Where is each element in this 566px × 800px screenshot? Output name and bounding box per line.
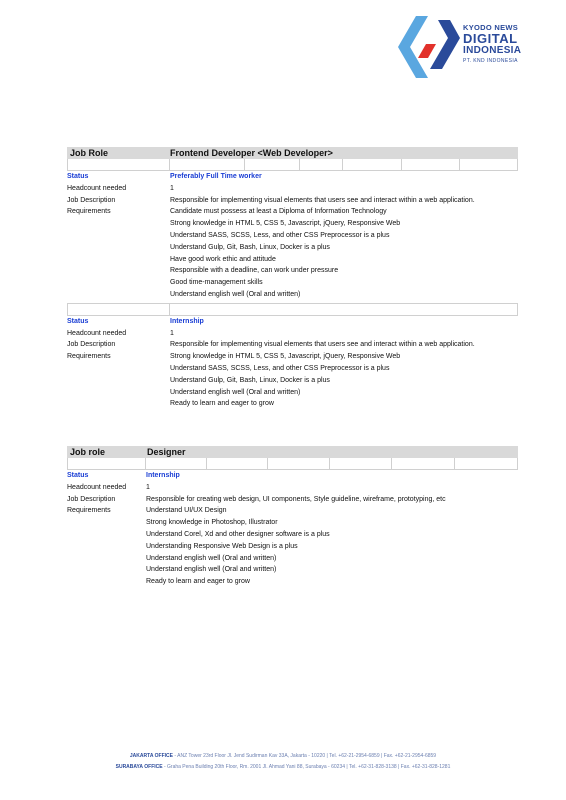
footer-surabaya-label: SURABAYA OFFICE <box>115 764 163 770</box>
headcount-row <box>67 183 518 195</box>
requirement-row <box>67 564 518 576</box>
status-label: Status <box>67 317 89 325</box>
requirement-item: Strong knowledge in Photoshop, Illustrator <box>146 519 278 527</box>
requirement-row <box>67 398 518 410</box>
footer-address-jakarta <box>0 753 566 759</box>
jobdesc-label: Job Description <box>67 196 116 204</box>
requirement-row <box>67 277 518 289</box>
logo-center-accent <box>418 44 436 58</box>
footer-jakarta-label: JAKARTA OFFICE <box>129 753 173 759</box>
frontend-separator-row <box>67 303 518 316</box>
status-row <box>67 316 518 328</box>
status-row <box>67 171 518 183</box>
frontend-grid-row <box>67 159 518 171</box>
jobdesc-value: Responsible for implementing visual elements that users see and interact within a web application. <box>170 341 475 349</box>
headcount-value: 1 <box>170 184 174 192</box>
requirement-row <box>67 206 518 218</box>
requirements-label: Requirements <box>67 208 111 216</box>
requirement-item: Understand Gulp, Git, Bash, Linux, Docker is a plus <box>170 376 330 384</box>
designer-grid-row <box>67 458 518 470</box>
designer-header-label: Job role <box>70 447 106 457</box>
jobdesc-value: Responsible for creating web design, UI components, Style guideline, wireframe, prototyping, etc <box>146 495 446 503</box>
requirements-label: Requirements <box>67 507 111 515</box>
status-label: Status <box>67 472 89 479</box>
requirement-item: Responsible with a deadline, can work under pressure <box>170 267 339 275</box>
requirement-row <box>67 289 518 301</box>
requirement-row <box>67 242 518 254</box>
requirement-row <box>67 375 518 387</box>
status-value: Internship <box>170 317 204 325</box>
frontend-header-title: Frontend Developer <Web Developer> <box>170 148 333 158</box>
requirement-row <box>67 553 518 565</box>
requirement-item: Understand Corel, Xd and other designer software is a plus <box>146 530 330 538</box>
designer-header <box>67 446 518 458</box>
requirement-row <box>67 505 518 517</box>
frontend-block-internship <box>67 316 518 410</box>
requirement-item: Understand UI/UX Design <box>146 507 227 515</box>
headcount-label: Headcount needed <box>67 184 127 192</box>
frontend-block-fulltime <box>67 171 518 301</box>
status-value: Preferably Full Time worker <box>170 173 262 180</box>
company-logo <box>398 14 548 84</box>
headcount-row <box>67 328 518 340</box>
headcount-row <box>67 482 518 494</box>
requirement-row <box>67 351 518 363</box>
designer-header-title: Designer <box>147 447 186 457</box>
headcount-value: 1 <box>170 329 174 337</box>
headcount-value: 1 <box>146 483 150 491</box>
requirement-item: Understand english well (Oral and written) <box>170 388 301 396</box>
designer-block-internship <box>67 470 518 588</box>
logo-left-chevron <box>398 16 428 78</box>
requirement-item: Candidate must possess at least a Diploma of Information Technology <box>170 208 387 216</box>
requirement-row <box>67 363 518 375</box>
requirement-item: Have good work ethic and attitude <box>170 255 276 263</box>
footer-address-surabaya <box>0 764 566 770</box>
frontend-header <box>67 147 518 159</box>
logo-line1: KYODO NEWS <box>463 23 519 32</box>
jobdesc-label: Job Description <box>67 495 116 503</box>
jobdesc-row <box>67 339 518 351</box>
requirement-row <box>67 517 518 529</box>
footer-surabaya-text: - Graha Pena Building 20th Floor, Rm. 2001 Jl. Ahmad Yani 88, Surabaya - 60234 | Tel. +62-31-828-3138 | Fax. +62-31-828-1281 <box>162 764 451 770</box>
footer-jakarta-text: - ANZ Tower 23rd Floor Jl. Jend Sudirman Kav 33A, Jakarta - 10220 | Tel. +62-21-2954-6859 | Fax. +62-21-2954-6859 <box>172 753 437 759</box>
headcount-label: Headcount needed <box>67 329 127 337</box>
jobdesc-label: Job Description <box>67 341 116 349</box>
headcount-label: Headcount needed <box>67 483 127 491</box>
requirement-row <box>67 230 518 242</box>
requirement-item: Understand Gulp, Git, Bash, Linux, Docker is a plus <box>170 243 330 251</box>
requirement-row <box>67 576 518 588</box>
requirements-label: Requirements <box>67 353 111 361</box>
requirement-item: Understanding Responsive Web Design is a plus <box>146 542 298 550</box>
requirement-item: Ready to learn and eager to grow <box>170 400 274 408</box>
status-row <box>67 470 518 482</box>
logo-mark-icon <box>398 14 460 84</box>
frontend-header-label: Job Role <box>70 148 109 158</box>
logo-line4: PT. KND INDONESIA <box>463 58 518 64</box>
logo-line3: INDONESIA <box>463 45 522 56</box>
jobdesc-value: Responsible for implementing visual elements that users see and interact within a web application. <box>170 196 475 204</box>
status-label: Status <box>67 173 89 180</box>
requirement-item: Understand SASS, SCSS, Less, and other CSS Preprocessor is a plus <box>170 364 390 372</box>
requirement-row <box>67 529 518 541</box>
requirement-item: Strong knowledge in HTML 5, CSS 5, Javascript, jQuery, Responsive Web <box>170 220 401 228</box>
requirement-item: Strong knowledge in HTML 5, CSS 5, Javascript, jQuery, Responsive Web <box>170 353 401 361</box>
requirement-row <box>67 218 518 230</box>
requirement-row <box>67 265 518 277</box>
requirement-item: Understand english well (Oral and written) <box>170 290 301 298</box>
frontend-section <box>67 147 518 410</box>
requirement-item: Understand SASS, SCSS, Less, and other CSS Preprocessor is a plus <box>170 231 390 239</box>
jobdesc-row <box>67 494 518 506</box>
designer-section <box>67 446 518 588</box>
status-value: Internship <box>146 472 180 479</box>
requirement-item: Good time-management skills <box>170 279 263 287</box>
requirement-item: Understand english well (Oral and written) <box>146 566 277 574</box>
requirement-row <box>67 254 518 266</box>
requirement-row <box>67 541 518 553</box>
requirement-row <box>67 387 518 399</box>
requirement-item: Understand english well (Oral and written) <box>146 554 277 562</box>
logo-line2: DIGITAL <box>463 31 518 46</box>
requirement-item: Ready to learn and eager to grow <box>146 578 250 586</box>
jobdesc-row <box>67 195 518 207</box>
logo-text <box>463 23 521 65</box>
